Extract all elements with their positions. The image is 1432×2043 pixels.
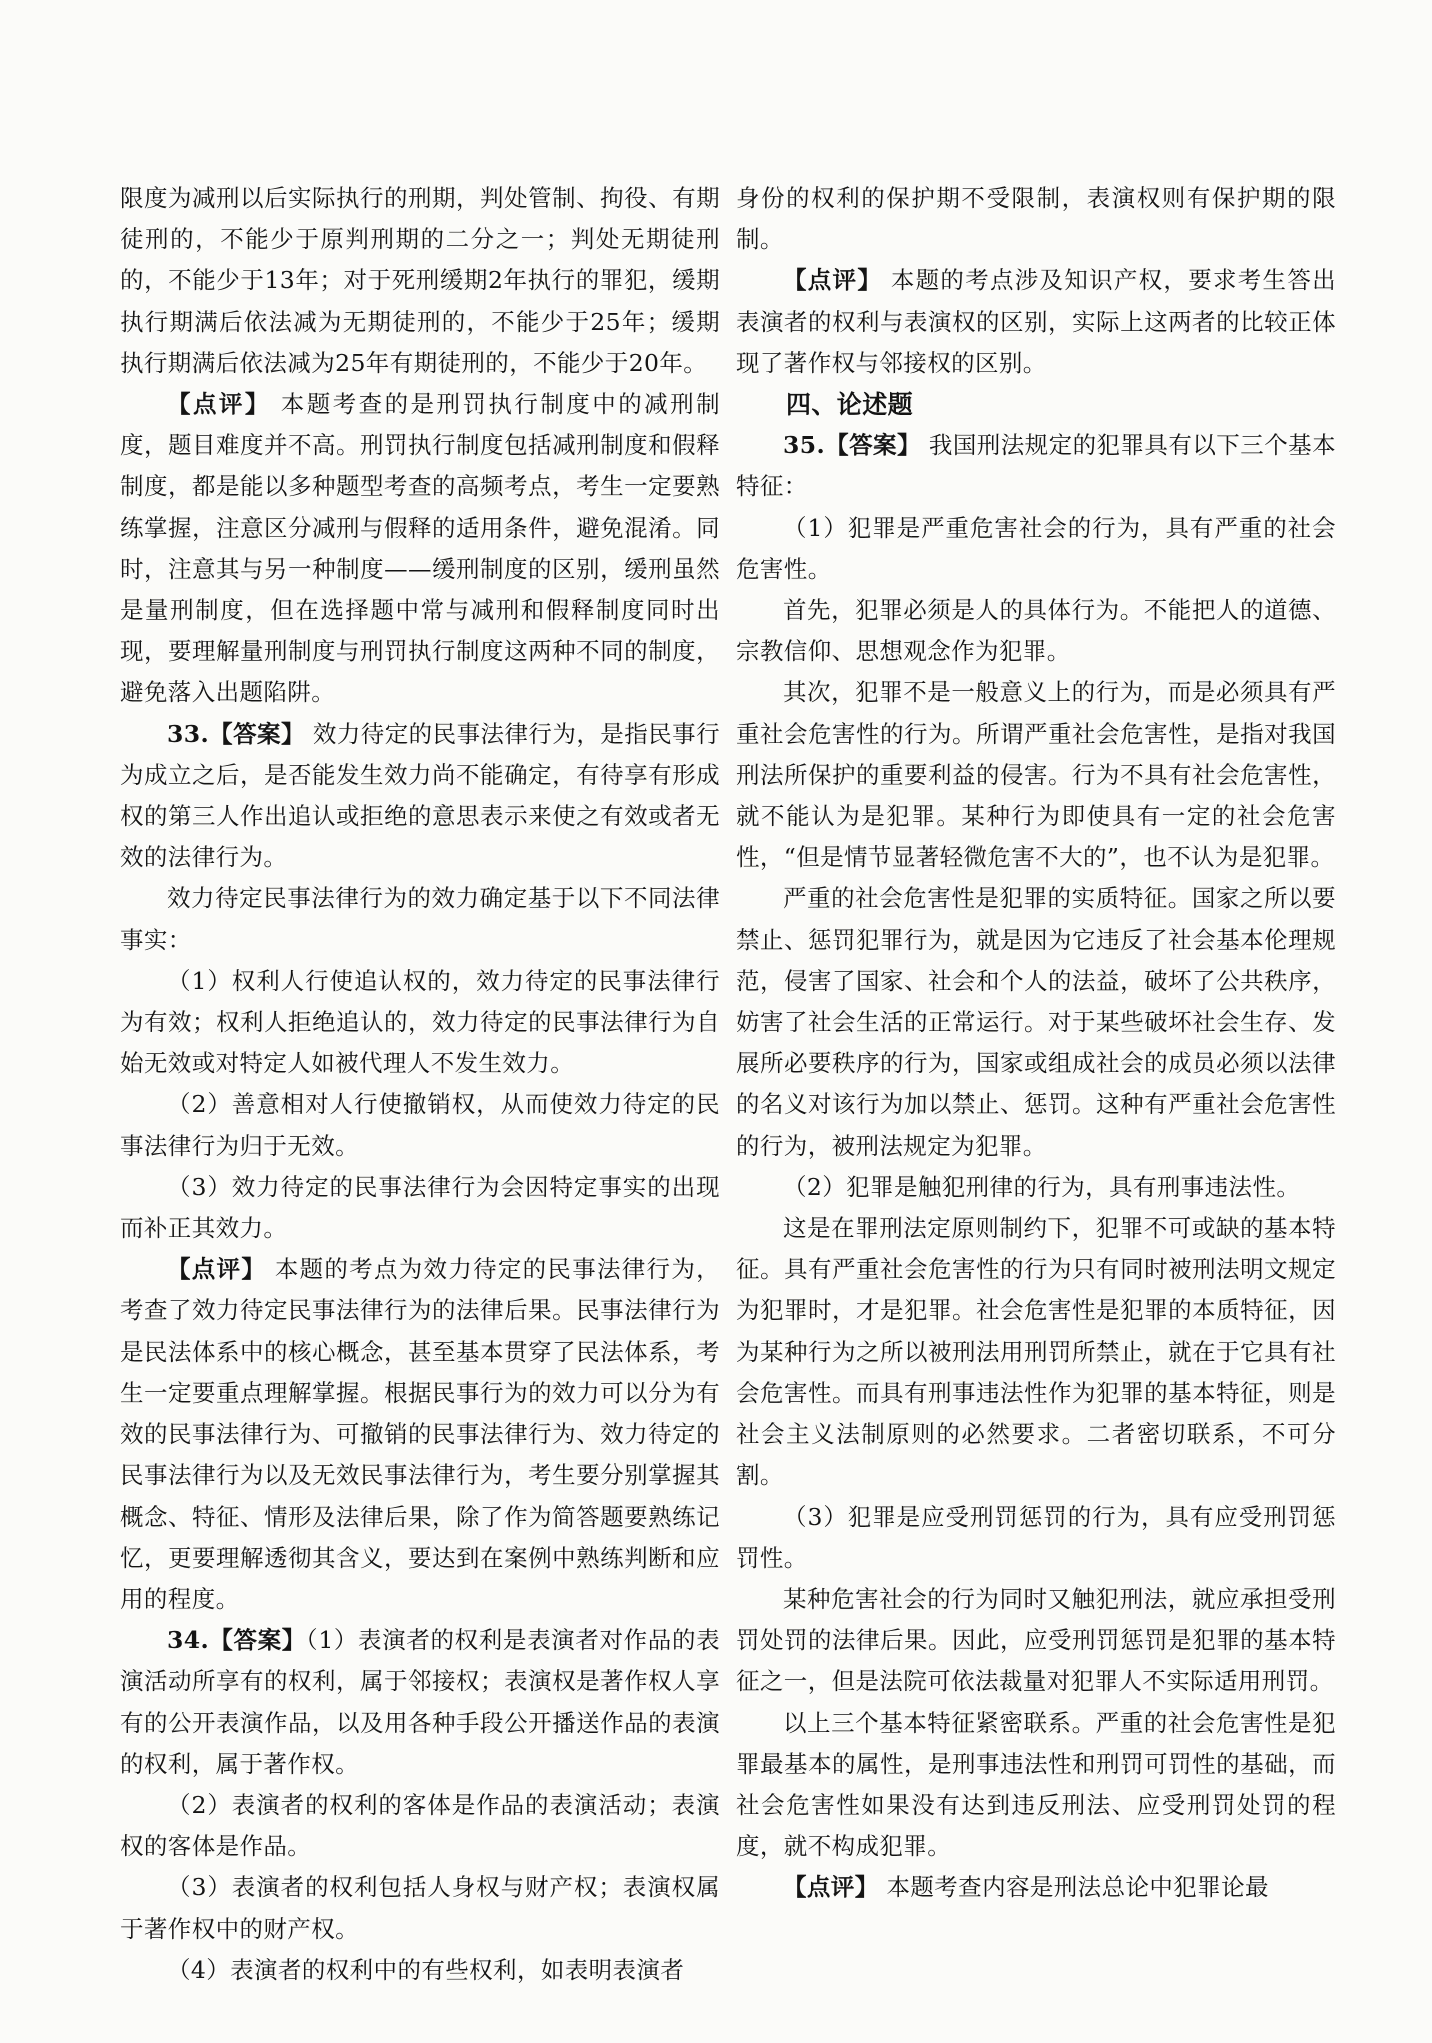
question-number: 34. (167, 1626, 210, 1655)
paragraph: 某种危害社会的行为同时又触犯刑法，就应承担受刑罚处罚的法律后果。因此，应受刑罚惩罚是犯罪的基本特征之一，但是法院可依法裁量对犯罪人不实际适用刑罚。 (736, 1584, 1336, 1696)
paragraph: 其次，犯罪不是一般意义上的行为，而是必须具有严重社会危害性的行为。所谓严重社会危害性，是指对我国刑法所保护的重要利益的侵害。行为不具有社会危害性，就不能认为是犯罪。某种行为即使具有一定的社会危害性，“但是情节显著轻微危害不大的”，也不认为是犯罪。 (736, 678, 1336, 872)
comment-paragraph (120, 1249, 720, 1620)
comment-label: 【点评】 (783, 266, 883, 295)
paragraph: 这是在罪刑法定原则制约下，犯罪不可或缺的基本特征。具有严重社会危害性的行为只有同时被刑法明文规定为犯罪时，才是犯罪。社会危害性是犯罪的本质特征，因为某种行为之所以被刑法用刑罚所禁止，就在于它具有社会危害性。而具有刑事违法性作为犯罪的基本特征，则是社会主义法制原则的必然要求。二者密切联系，不可分割。 (736, 1214, 1336, 1490)
question-number: 35. (783, 431, 826, 460)
comment-label: 【点评】 (167, 390, 271, 419)
comment-paragraph (736, 1867, 1336, 1908)
answer-paragraph (120, 1620, 720, 1785)
answer-text: （1）表演者的权利是表演者对作品的表演活动所享有的权利，属于邻接权；表演权是著作权人享有的公开表演作品，以及用各种手段公开播送作品的表演的权利，属于著作权。 (120, 1626, 720, 1778)
answer-label: 【答案】 (209, 1626, 306, 1655)
paragraph: （4）表演者的权利中的有些权利，如表明表演者 (167, 1955, 685, 1984)
answer-label: 【答案】 (825, 431, 921, 460)
paragraph: （3）表演者的权利包括人身权与财产权；表演权属于著作权中的财产权。 (120, 1873, 720, 1943)
paragraph: （2）犯罪是触犯刑律的行为，具有刑事违法性。 (783, 1172, 1301, 1201)
paragraph: 限度为减刑以后实际执行的刑期，判处管制、拘役、有期徒刑的，不能少于原判刑期的二分之一；判处无期徒刑的，不能少于13年；对于死刑缓期2年执行的罪犯，缓期执行期满后依法减为无期徒刑的，不能少于25年；缓期执行期满后依法减为25年有期徒刑的，不能少于20年。 (120, 184, 720, 377)
comment-text: 本题考查的是刑罚执行制度中的减刑制度，题目难度并不高。刑罚执行制度包括减刑制度和假释制度，都是能以多种题型考查的高频考点，考生一定要熟练掌握，注意区分减刑与假释的适用条件，避免混淆。同时，注意其与另一种制度——缓刑制度的区别，缓刑虽然是量刑制度，但在选择题中常与减刑和假释制度同时出现，要理解量刑制度与刑罚执行制度这两种不同的制度，避免落入出题陷阱。 (120, 390, 720, 707)
answer-text: 我国刑法规定的犯罪具有以下三个基本特征： (736, 431, 1336, 501)
left-column (120, 178, 720, 1991)
paragraph: 严重的社会危害性是犯罪的实质特征。国家之所以要禁止、惩罚犯罪行为，就是因为它违反了社会基本伦理规范，侵害了国家、社会和个人的法益，破坏了公共秩序，妨害了社会生活的正常运行。对于某些破坏社会生存、发展所必要秩序的行为，国家或组成社会的成员必须以法律的名义对该行为加以禁止、惩罚。这种有严重社会危害性的行为，被刑法规定为犯罪。 (736, 884, 1336, 1160)
paragraph: （3）效力待定的民事法律行为会因特定事实的出现而补正其效力。 (120, 1172, 720, 1243)
comment-label: 【点评】 (167, 1255, 267, 1284)
answer-paragraph (736, 425, 1336, 507)
comment-paragraph (120, 384, 720, 714)
paragraph: 以上三个基本特征紧密联系。严重的社会危害性是犯罪最基本的属性，是刑事违法性和刑罚可罚性的基础，而社会危害性如果没有达到违反刑法、应受刑罚处罚的程度，就不构成犯罪。 (736, 1708, 1336, 1861)
paragraph: （2）表演者的权利的客体是作品的表演活动；表演权的客体是作品。 (120, 1790, 720, 1861)
right-column (736, 178, 1336, 1909)
paragraph: （1）犯罪是严重危害社会的行为，具有严重的社会危害性。 (736, 513, 1336, 583)
paragraph: （1）权利人行使追认权的，效力待定的民事法律行为有效；权利人拒绝追认的，效力待定的民事法律行为自始无效或对特定人如被代理人不发生效力。 (120, 966, 720, 1078)
paragraph: 效力待定民事法律行为的效力确定基于以下不同法律事实： (120, 884, 720, 954)
comment-text: 本题的考点为效力待定的民事法律行为，考查了效力待定民事法律行为的法律后果。民事法律行为是民法体系中的核心概念，甚至基本贯穿了民法体系，考生一定要重点理解掌握。根据民事行为的效力可以分为有效的民事法律行为、可撤销的民事法律行为、效力待定的民事法律行为以及无效民事法律行为，考生要分别掌握其概念、特征、情形及法律后果，除了作为简答题要熟练记忆，更要理解透彻其含义，要达到在案例中熟练判断和应用的程度。 (120, 1255, 720, 1613)
answer-paragraph (120, 714, 720, 879)
paragraph: 身份的权利的保护期不受限制，表演权则有保护期的限制。 (736, 184, 1336, 254)
comment-label: 【点评】 (783, 1873, 879, 1902)
paragraph: 首先，犯罪必须是人的具体行为。不能把人的道德、宗教信仰、思想观念作为犯罪。 (736, 596, 1336, 666)
section-heading: 四、论述题 (786, 390, 914, 420)
paragraph: （3）犯罪是应受刑罚惩罚的行为，具有应受刑罚惩罚性。 (736, 1502, 1336, 1572)
paragraph: （2）善意相对人行使撤销权，从而使效力待定的民事法律行为归于无效。 (120, 1090, 720, 1160)
question-number: 33. (167, 719, 210, 748)
answer-label: 【答案】 (209, 719, 305, 748)
comment-paragraph (736, 260, 1336, 384)
comment-text: 本题考查内容是刑法总论中犯罪论最 (878, 1873, 1269, 1902)
comment-text: 本题的考点涉及知识产权，要求考生答出表演者的权利与表演权的区别，实际上这两者的比较正体现了著作权与邻接权的区别。 (736, 266, 1336, 377)
answer-text: 效力待定的民事法律行为，是指民事行为成立之后，是否能发生效力尚不能确定，有待享有形成权的第三人作出追认或拒绝的意思表示来使之有效或者无效的法律行为。 (120, 719, 720, 872)
